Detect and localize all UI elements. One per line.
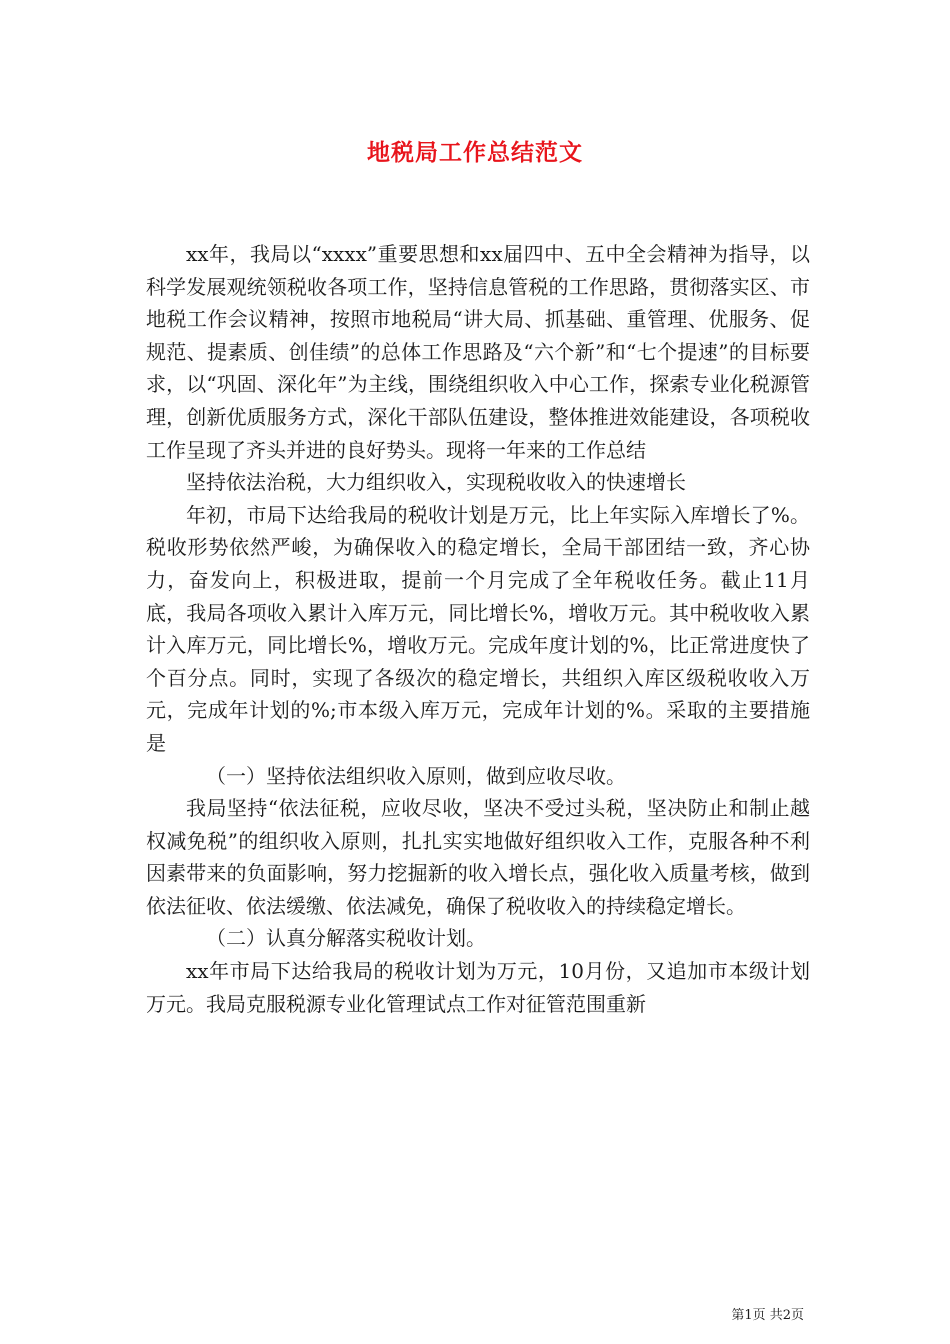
- paragraph-principle: 我局坚持“依法征税，应收尽收，坚决不受过头税，坚决防止和制止越权减免税”的组织收入原则，扎扎实实地做好组织收入工作，克服各种不利因素带来的负面影响，努力挖掘新的收入增长点，强化收入质量考核，做到依法征收、依法缓缴、依法减免，确保了税收收入的持续稳定增长。: [146, 796, 810, 918]
- paragraph-intro: xx年，我局以“xxxx”重要思想和xx届四中、五中全会精神为指导，以科学发展观统领税收各项工作，坚持信息管税的工作思路，贯彻落实区、市地税工作会议精神，按照市地税局“讲大局、抓基础、重管理、优服务、促规范、提素质、创佳绩”的总体工作思路及“六个新”和“七个提速”的目标要求，以“巩固、深化年”为主线，围绕组织收入中心工作，探索专业化税源管理，创新优质服务方式，深化干部队伍建设，整体推进效能建设，各项税收工作呈现了齐头并进的良好势头。现将一年来的工作总结: [146, 242, 810, 462]
- page-number-footer: 第1页 共2页: [731, 1308, 804, 1323]
- paragraph-subheading-1: （一）坚持依法组织收入原则，做到应收尽收。: [206, 763, 626, 788]
- paragraph-plan-breakdown: xx年市局下达给我局的税收计划为万元，10月份，又追加市本级计划万元。我局克服税源专业化管理试点工作对征管范围重新: [146, 959, 810, 1016]
- paragraph-heading-revenue: 坚持依法治税，大力组织收入，实现税收收入的快速增长: [186, 470, 686, 495]
- document-body: [146, 238, 810, 1020]
- document-title: 地税局工作总结范文: [367, 139, 583, 166]
- paragraph-revenue-plan: 年初，市局下达给我局的税收计划是万元，比上年实际入库增长了%。税收形势依然严峻，为确保收入的稳定增长，全局干部团结一致，齐心协力，奋发向上，积极进取，提前一个月完成了全年税收任务。截止11月底，我局各项收入累计入库万元，同比增长%，增收万元。其中税收收入累计入库万元，同比增长%，增收万元。完成年度计划的%，比正常进度快了个百分点。同时，实现了各级次的稳定增长，共组织入库区级税收收入万元，完成年计划的%;市本级入库万元，完成年计划的%。采取的主要措施是: [146, 502, 810, 755]
- paragraph-subheading-2: （二）认真分解落实税收计划。: [206, 926, 486, 951]
